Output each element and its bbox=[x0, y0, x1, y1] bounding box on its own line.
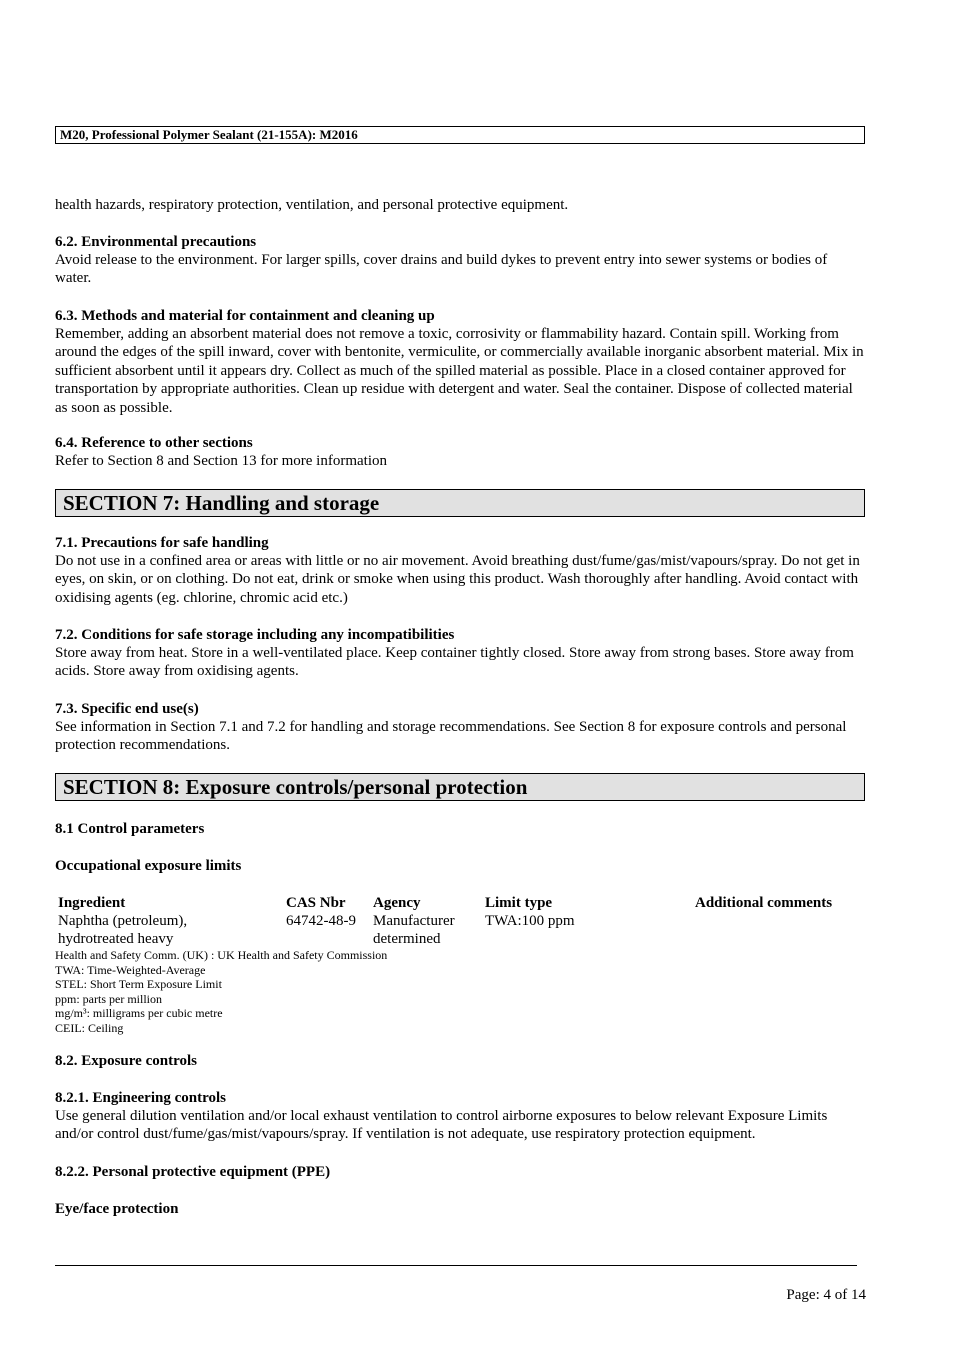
table-cell-limit-type: TWA:100 ppm bbox=[485, 913, 575, 929]
para-6-3: Remember, adding an absorbent material does not remove a toxic, corrosivity or flammability hazard. Contain spill. Working from around the edges of the spill inward, cover with bentonite, vermiculite, or commercially available inorganic absorbent material. Mix in sufficient absorbent until it appears dry. Collect as much of the spilled material as possible. Place in a closed container approved for transportation by appropriate authorities. Clean up residue with detergent and water. Seal the container. Dispose of collected material as soon as possible. bbox=[55, 326, 864, 416]
heading-7-1: 7.1. Precautions for safe handling bbox=[55, 535, 269, 551]
note-line: Health and Safety Comm. (UK) : UK Health and Safety Commission bbox=[55, 948, 388, 962]
note-line: TWA: Time-Weighted-Average bbox=[55, 962, 206, 977]
document-header: M20, Professional Polymer Sealant (21-155A): M2016 bbox=[55, 126, 865, 144]
para-8-2-1: Use general dilution ventilation and/or local exhaust ventilation to control airborne exposures to below relevant Exposure Limits and/or control dust/fume/gas/mist/vapours/spray. If ventilation is not adequate, use respiratory protection equipment. bbox=[55, 1108, 828, 1143]
table-header-cas: CAS Nbr bbox=[286, 895, 346, 911]
heading-7-2: 7.2. Conditions for safe storage including any incompatibilities bbox=[55, 627, 455, 643]
para-6-4: Refer to Section 8 and Section 13 for more information bbox=[55, 453, 387, 469]
page-number: Page: 4 of 14 bbox=[786, 1287, 866, 1303]
table-cell-cas: 64742-48-9 bbox=[286, 913, 356, 929]
section-8-title: SECTION 8: Exposure controls/personal protection bbox=[55, 773, 865, 801]
note-line: ppm: parts per million bbox=[55, 991, 162, 1006]
table-header-agency: Agency bbox=[373, 895, 421, 911]
table-header-additional-comments: Additional comments bbox=[695, 895, 833, 911]
table-header-limit-type: Limit type bbox=[485, 895, 553, 911]
para-7-2: Store away from heat. Store in a well-ventilated place. Keep container tightly closed. Store away from strong bases. Store away from acids. Store away from oxidising agents. bbox=[55, 645, 854, 680]
para-7-3: See information in Section 7.1 and 7.2 for handling and storage recommendations. See Section 8 for exposure controls and personal protection recommendations. bbox=[55, 719, 847, 754]
heading-6-3: 6.3. Methods and material for containment and cleaning up bbox=[55, 308, 435, 324]
footer-divider bbox=[55, 1265, 857, 1266]
note-line: mg/m³: milligrams per cubic metre bbox=[55, 1006, 223, 1021]
para-7-1: Do not use in a confined area or areas with little or no air movement. Avoid breathing dust/fume/gas/mist/vapours/spray. Do not get in eyes, on skin, or on clothing. Do not eat, drink or smoke when using this product. Wash thoroughly after handling. Avoid contact with oxidising agents (eg. chlorine, chromic acid etc.) bbox=[55, 553, 860, 606]
heading-8-2: 8.2. Exposure controls bbox=[55, 1053, 197, 1069]
heading-6-2: 6.2. Environmental precautions bbox=[55, 234, 257, 250]
section-7-title: SECTION 7: Handling and storage bbox=[55, 489, 865, 517]
eye-face-protection-heading: Eye/face protection bbox=[55, 1201, 179, 1217]
table-cell-ingredient: Naphtha (petroleum), hydrotreated heavy bbox=[58, 913, 188, 947]
heading-7-3: 7.3. Specific end use(s) bbox=[55, 701, 199, 717]
heading-8-1: 8.1 Control parameters bbox=[55, 821, 205, 837]
note-line: STEL: Short Term Exposure Limit bbox=[55, 977, 222, 992]
heading-8-2-2: 8.2.2. Personal protective equipment (PPE) bbox=[55, 1164, 331, 1180]
table-header-ingredient: Ingredient bbox=[58, 895, 126, 911]
heading-6-4: 6.4. Reference to other sections bbox=[55, 435, 253, 451]
heading-8-2-1: 8.2.1. Engineering controls bbox=[55, 1090, 226, 1106]
abbreviation-notes bbox=[55, 948, 555, 1036]
para-6-2: Avoid release to the environment. For larger spills, cover drains and build dykes to prevent entry into sewer systems or bodies of water. bbox=[55, 252, 828, 287]
oel-heading: Occupational exposure limits bbox=[55, 858, 242, 874]
table-cell-agency: Manufacturer determined bbox=[373, 913, 455, 947]
note-line: CEIL: Ceiling bbox=[55, 1020, 124, 1035]
section-6-continuation: health hazards, respiratory protection, ventilation, and personal protective equipment. bbox=[55, 197, 569, 213]
